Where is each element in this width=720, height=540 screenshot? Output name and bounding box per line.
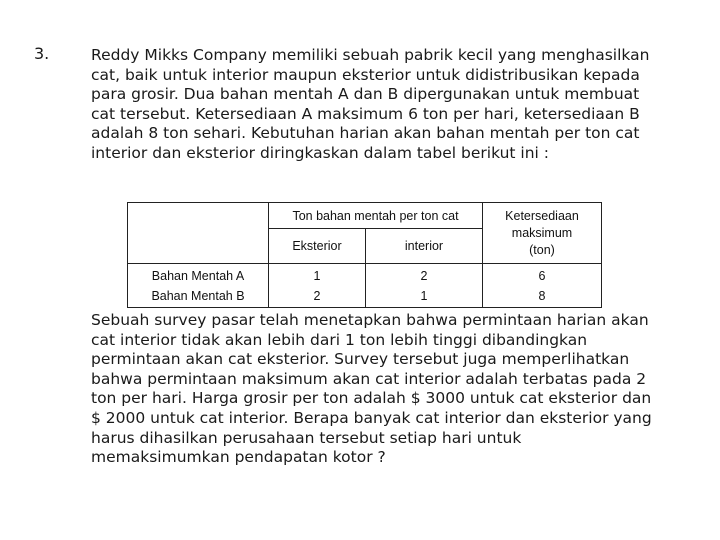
group-header-cell: Ton bahan mentah per ton cat [269, 203, 483, 229]
intro-line: para grosir. Dua bahan mentah A dan B dipergunakan untuk membuat [91, 85, 640, 104]
intro-line: cat, baik untuk interior maupun eksterior untuk didistribusikan kepada [91, 65, 640, 84]
survey-line: cat interior tidak akan lebih dari 1 ton lebih tinggi dibandingkan [91, 330, 588, 349]
interior-value-b: 1 [420, 288, 428, 303]
intro-line: cat tersebut. Ketersediaan A maksimum 6 ton per hari, ketersediaan B [91, 104, 640, 123]
exterior-values-cell [269, 264, 366, 308]
survey-line: memaksimumkan pendapatan kotor ? [91, 448, 386, 467]
availability-header-line: (ton) [529, 242, 555, 257]
question-number: 3. [34, 44, 50, 63]
availability-value-a: 6 [538, 268, 546, 283]
survey-line: $ 2000 untuk cat interior. Berapa banyak cat interior dan eksterior yang [91, 408, 652, 427]
exterior-header-cell: Eksterior [269, 229, 366, 264]
intro-line: Reddy Mikks Company memiliki sebuah pabrik kecil yang menghasilkan [91, 46, 650, 64]
raw-material-table [127, 202, 602, 308]
survey-line: Sebuah survey pasar telah menetapkan bahwa permintaan harian akan [91, 311, 649, 329]
exterior-value-b: 2 [313, 288, 321, 303]
exterior-value-a: 1 [313, 268, 321, 283]
survey-line: bahwa permintaan maksimum akan cat interior adalah terbatas pada 2 [91, 369, 647, 388]
survey-line: permintaan akan cat eksterior. Survey tersebut juga memperlihatkan [91, 350, 630, 369]
survey-paragraph [91, 311, 681, 468]
survey-line: harus dihasilkan perusahaan tersebut setiap hari untuk [91, 428, 522, 447]
empty-corner-cell [128, 203, 269, 264]
interior-value-a: 2 [420, 268, 428, 283]
availability-header-cell [483, 203, 602, 264]
row-label-b: Bahan Mentah B [151, 288, 245, 303]
interior-values-cell [366, 264, 483, 308]
availability-value-b: 8 [538, 288, 546, 303]
intro-line: adalah 8 ton sehari. Kebutuhan harian akan bahan mentah per ton cat [91, 124, 640, 143]
availability-header-line: maksimum [511, 225, 573, 240]
availability-header-line: Ketersediaan [505, 208, 579, 223]
row-label-a: Bahan Mentah A [151, 268, 245, 283]
intro-paragraph [91, 46, 681, 164]
intro-line: interior dan eksterior diringkaskan dalam tabel berikut ini : [91, 143, 549, 162]
row-labels-cell [128, 264, 269, 308]
availability-values-cell [483, 264, 602, 308]
interior-header-cell: interior [366, 229, 483, 264]
survey-line: ton per hari. Harga grosir per ton adalah $ 3000 untuk cat eksterior dan [91, 389, 652, 408]
